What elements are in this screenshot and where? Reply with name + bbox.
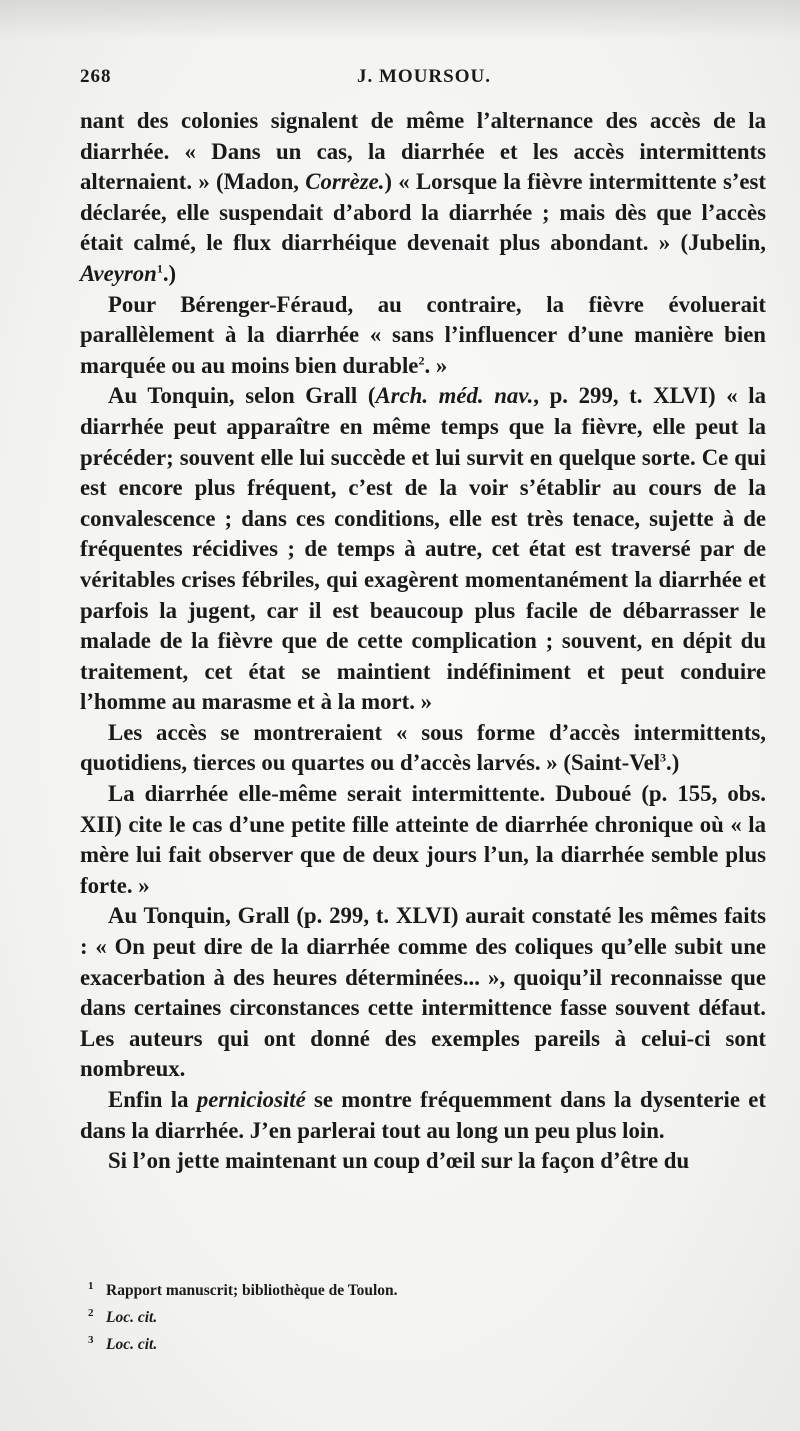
paragraph: Au Tonquin, selon Grall (Arch. méd. nav., p. 299, t. XLVI) « la diarrhée peut apparaître en même temps que la fièvre, elle peut la précéder; souvent elle lui succède et lui survit en quelque sorte. Ce qui est encore plus fréquent, c’est de la voir s’établir au cours de la convalescence ; dans ces conditions, elle est très tenace, sujette à de fréquentes récidives ; de temps à autre, cet état est traversé par de véritables crises fébriles, qui exagèrent momentanément la diarrhée et parfois la jugent, car il est beaucoup plus facile de débarrasser le malade de la fièvre que de cette complication ; souvent, en dépit du traitement, cet état se maintient indéfiniment et peut conduire l’homme au marasme et à la mort. » bbox=[80, 383, 767, 715]
footnote-mark: 2 bbox=[88, 1307, 94, 1320]
page-number: 268 bbox=[80, 66, 112, 87]
footnote-text: Loc. cit. bbox=[106, 1336, 158, 1354]
footnote-ref: 1 bbox=[156, 261, 163, 276]
italic-place: Aveyron bbox=[80, 260, 157, 286]
page-header bbox=[80, 66, 768, 96]
footnote-mark: 1 bbox=[88, 1280, 94, 1292]
paragraph: La diarrhée elle-même serait intermittente. Duboué (p. 155, obs. XII) cite le cas d’une petite fille atteinte de diarrhée chronique où « la mère lui fait observer que de deux jours l’un, la diarrhée semble plus forte. » bbox=[80, 781, 766, 898]
footnote bbox=[88, 1329, 748, 1356]
body-text bbox=[80, 106, 766, 1177]
italic-term: perniciosité bbox=[196, 1087, 306, 1112]
scan-edge-shadow bbox=[0, 0, 800, 40]
footnote bbox=[88, 1302, 748, 1329]
italic-citation: Arch. méd. nav. bbox=[375, 383, 534, 409]
paragraph: Au Tonquin, Grall (p. 299, t. XLVI) aurait constaté les mêmes faits : « On peut dire de la diarrhée comme des coliques qu’elle subit une exacerbation à des heures déterminées... », quoiqu’il reconnaisse que dans certaines circonstances cette intermittence fasse souvent défaut. Les auteurs qui ont donné des exemples pareils à celui-ci sont nombreux. bbox=[80, 903, 766, 1082]
paragraph: Pour Bérenger-Féraud, au contraire, la fièvre évoluerait parallèlement à la diarrhée « sans l’influencer d’une manière bien marquée ou au moins bien durable$^2$. » bbox=[80, 291, 766, 378]
footnote-text: Rapport manuscrit; bibliothèque de Toulon. bbox=[106, 1282, 398, 1300]
footnote-ref: 3 bbox=[660, 750, 667, 765]
paragraph: nant des colonies signalent de même l’alternance des accès de la diarrhée. « Dans un cas, la diarrhée et les accès intermittents alternaient. » (Madon, Corrèze.) « Lorsque la fièvre intermittente s’est déclarée, elle suspendait d’abord la diarrhée ; mais dès que l’accès était calmé, le flux diarrhéique devenait plus abondant. » (Jubelin, Aveyron$^1$.) bbox=[80, 108, 766, 286]
footnotes bbox=[88, 1275, 748, 1356]
footnote bbox=[88, 1275, 748, 1302]
footnote-ref: 2 bbox=[418, 353, 425, 368]
paragraph: Enfin la perniciosité se montre fréquemment dans la dysenterie et dans la diarrhée. J’en parlerai tout au long un peu plus loin. bbox=[80, 1087, 767, 1143]
footnote-text: Loc. cit. bbox=[106, 1309, 158, 1327]
paragraph: Les accès se montreraient « sous forme d’accès intermittents, quotidiens, tierces ou quartes ou d’accès larvés. » (Saint-Vel$^3$.) bbox=[80, 719, 766, 776]
running-title: J. MOURSOU. bbox=[357, 66, 491, 87]
paragraph: Si l’on jette maintenant un coup d’œil sur la façon d’être du bbox=[108, 1148, 690, 1174]
footnote-mark: 3 bbox=[88, 1334, 94, 1347]
italic-place: Corrèze. bbox=[305, 169, 385, 195]
